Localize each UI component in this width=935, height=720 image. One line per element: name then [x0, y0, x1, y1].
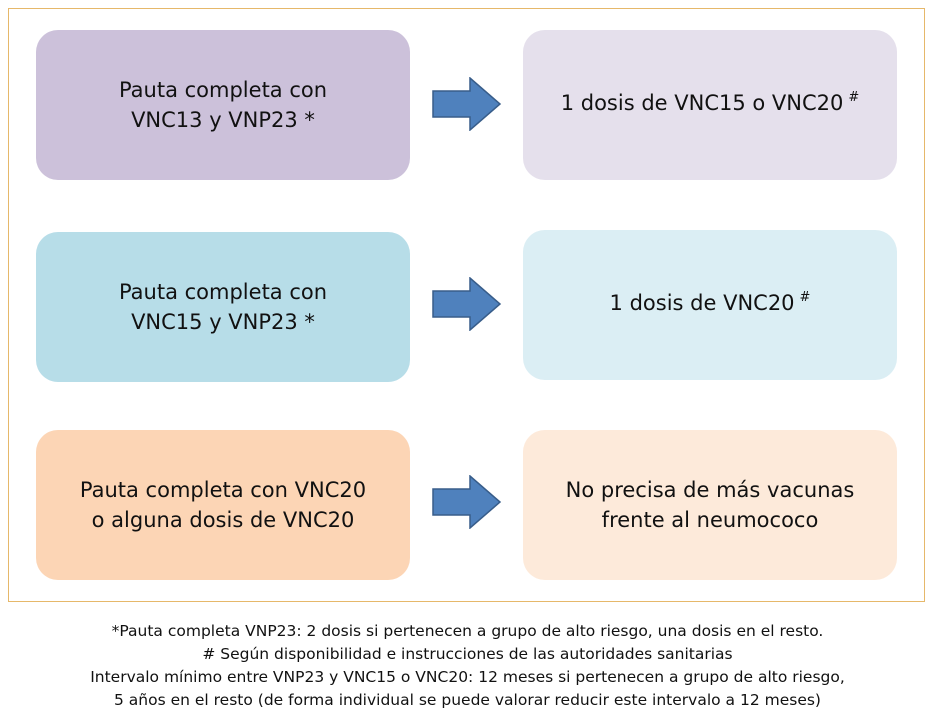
row2-right-box	[523, 230, 897, 380]
row3-left-line2: o alguna dosis de VNC20	[91, 508, 355, 532]
row2-left-line1: Pauta completa con	[118, 280, 328, 304]
row1-right-box	[523, 30, 897, 180]
row1-right-text: 1 dosis de VNC15 o VNC20	[560, 91, 844, 115]
row3-left-box	[36, 430, 410, 580]
row2-right-text: 1 dosis de VNC20	[609, 291, 795, 315]
row3-left-line1: Pauta completa con VNC20	[79, 478, 367, 502]
row2-right-line	[610, 288, 811, 322]
row2-left-box	[36, 232, 410, 382]
row1-right-mark: #	[848, 90, 860, 105]
footnote-4: 5 años en el resto (de forma individual se puede valorar reducir este intervalo a 12 meses)	[114, 691, 821, 709]
footnote-3: Intervalo mínimo entre VNP23 y VNC15 o VNC20: 12 meses si pertenecen a grupo de alto riesgo,	[90, 668, 845, 686]
row1-right-line	[561, 88, 860, 122]
row3-right-line1: No precisa de más vacunas	[565, 478, 855, 502]
row2-arrow-icon	[432, 277, 502, 331]
row3-right-line2: frente al neumococo	[601, 508, 819, 532]
row2-right-mark: #	[799, 290, 811, 305]
row3-arrow-icon	[432, 475, 502, 529]
row2-left-line2: VNC15 y VNP23 *	[131, 310, 315, 334]
row1-left-line1: Pauta completa con	[118, 78, 328, 102]
row1-left-line2: VNC13 y VNP23 *	[131, 108, 315, 132]
footnote-2: # Según disponibilidad e instrucciones de las autoridades sanitarias	[202, 645, 733, 663]
row1-left-box	[36, 30, 410, 180]
footnote-1: *Pauta completa VNP23: 2 dosis si pertenecen a grupo de alto riesgo, una dosis en el resto.	[111, 622, 824, 640]
row1-arrow-icon	[432, 77, 502, 131]
row3-right-box	[523, 430, 897, 580]
